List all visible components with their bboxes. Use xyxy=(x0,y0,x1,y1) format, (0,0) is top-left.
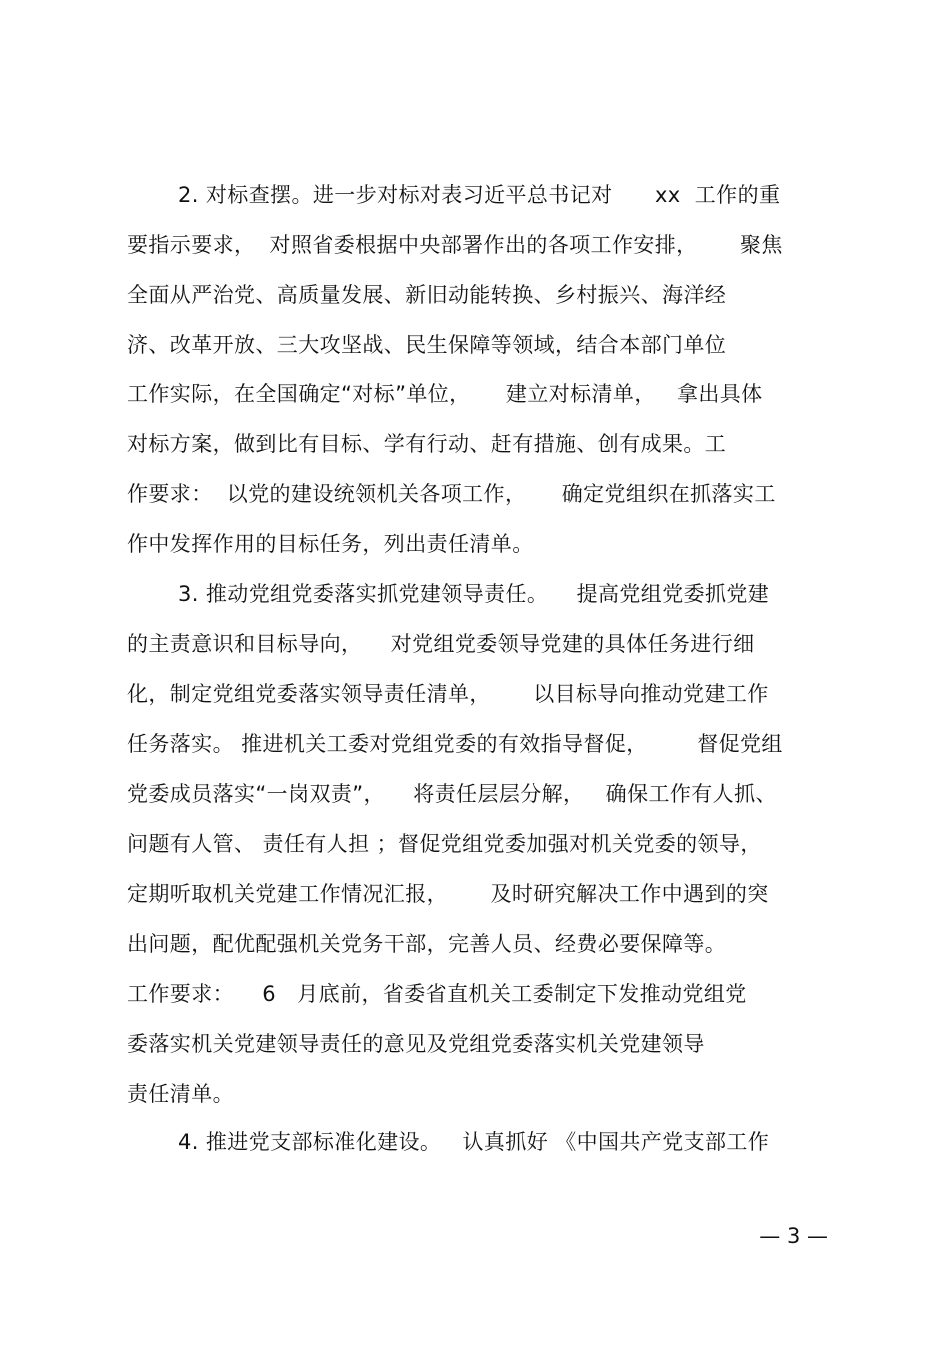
text-line-13: 党委成员落实“一岗双责”， 将责任层层分解， 确保工作有人抓、 xyxy=(127,782,777,806)
text-line-2: 要指示要求， 对照省委根据中央部署作出的各项工作安排， 聚焦 xyxy=(127,233,783,257)
text-line-9: 3. 推动党组党委落实抓党建领导责任。 提高党组党委抓党建 xyxy=(178,582,770,606)
text-line-16: 出问题，配优配强机关党务干部，完善人员、经费必要保障等。 xyxy=(127,932,727,956)
text-line-12: 任务落实。 推进机关工委对党组党委的有效指导督促， 督促党组 xyxy=(127,732,783,756)
text-line-19: 责任清单。 xyxy=(127,1082,234,1106)
text-line-5: 工作实际，在全国确定“对标”单位， 建立对标清单， 拿出具体 xyxy=(127,382,763,406)
text-line-20: 4. 推进党支部标准化建设。 认真抓好 《中国共产党支部工作 xyxy=(178,1130,770,1154)
page-number: — 3 — xyxy=(759,1224,828,1248)
text-line-3: 全面从严治党、高质量发展、新旧动能转换、乡村振兴、海洋经 xyxy=(127,283,727,307)
text-line-6: 对标方案，做到比有目标、学有行动、赶有措施、创有成果。工 xyxy=(127,432,727,456)
text-line-1: 2. 对标查摆。进一步对标对表习近平总书记对 xx 工作的重 xyxy=(178,183,781,207)
text-line-15: 定期听取机关党建工作情况汇报， 及时研究解决工作中遇到的突 xyxy=(127,882,769,906)
text-line-4: 济、改革开放、三大攻坚战、民生保障等领域，结合本部门单位 xyxy=(127,333,727,357)
text-line-18: 委落实机关党建领导责任的意见及党组党委落实机关党建领导 xyxy=(127,1032,705,1056)
text-line-11: 化，制定党组党委落实领导责任清单， 以目标导向推动党建工作 xyxy=(127,682,769,706)
text-line-8: 作中发挥作用的目标任务，列出责任清单。 xyxy=(127,532,534,556)
text-line-10: 的主责意识和目标导向， 对党组党委领导党建的具体任务进行细 xyxy=(127,632,755,656)
text-line-17: 工作要求： 6 月底前，省委省直机关工委制定下发推动党组党 xyxy=(127,982,747,1006)
text-line-14: 问题有人管、 责任有人担 ；督促党组党委加强对机关党委的领导， xyxy=(127,832,762,856)
text-line-7: 作要求： 以党的建设统领机关各项工作， 确定党组织在抓落实工 xyxy=(127,482,776,506)
